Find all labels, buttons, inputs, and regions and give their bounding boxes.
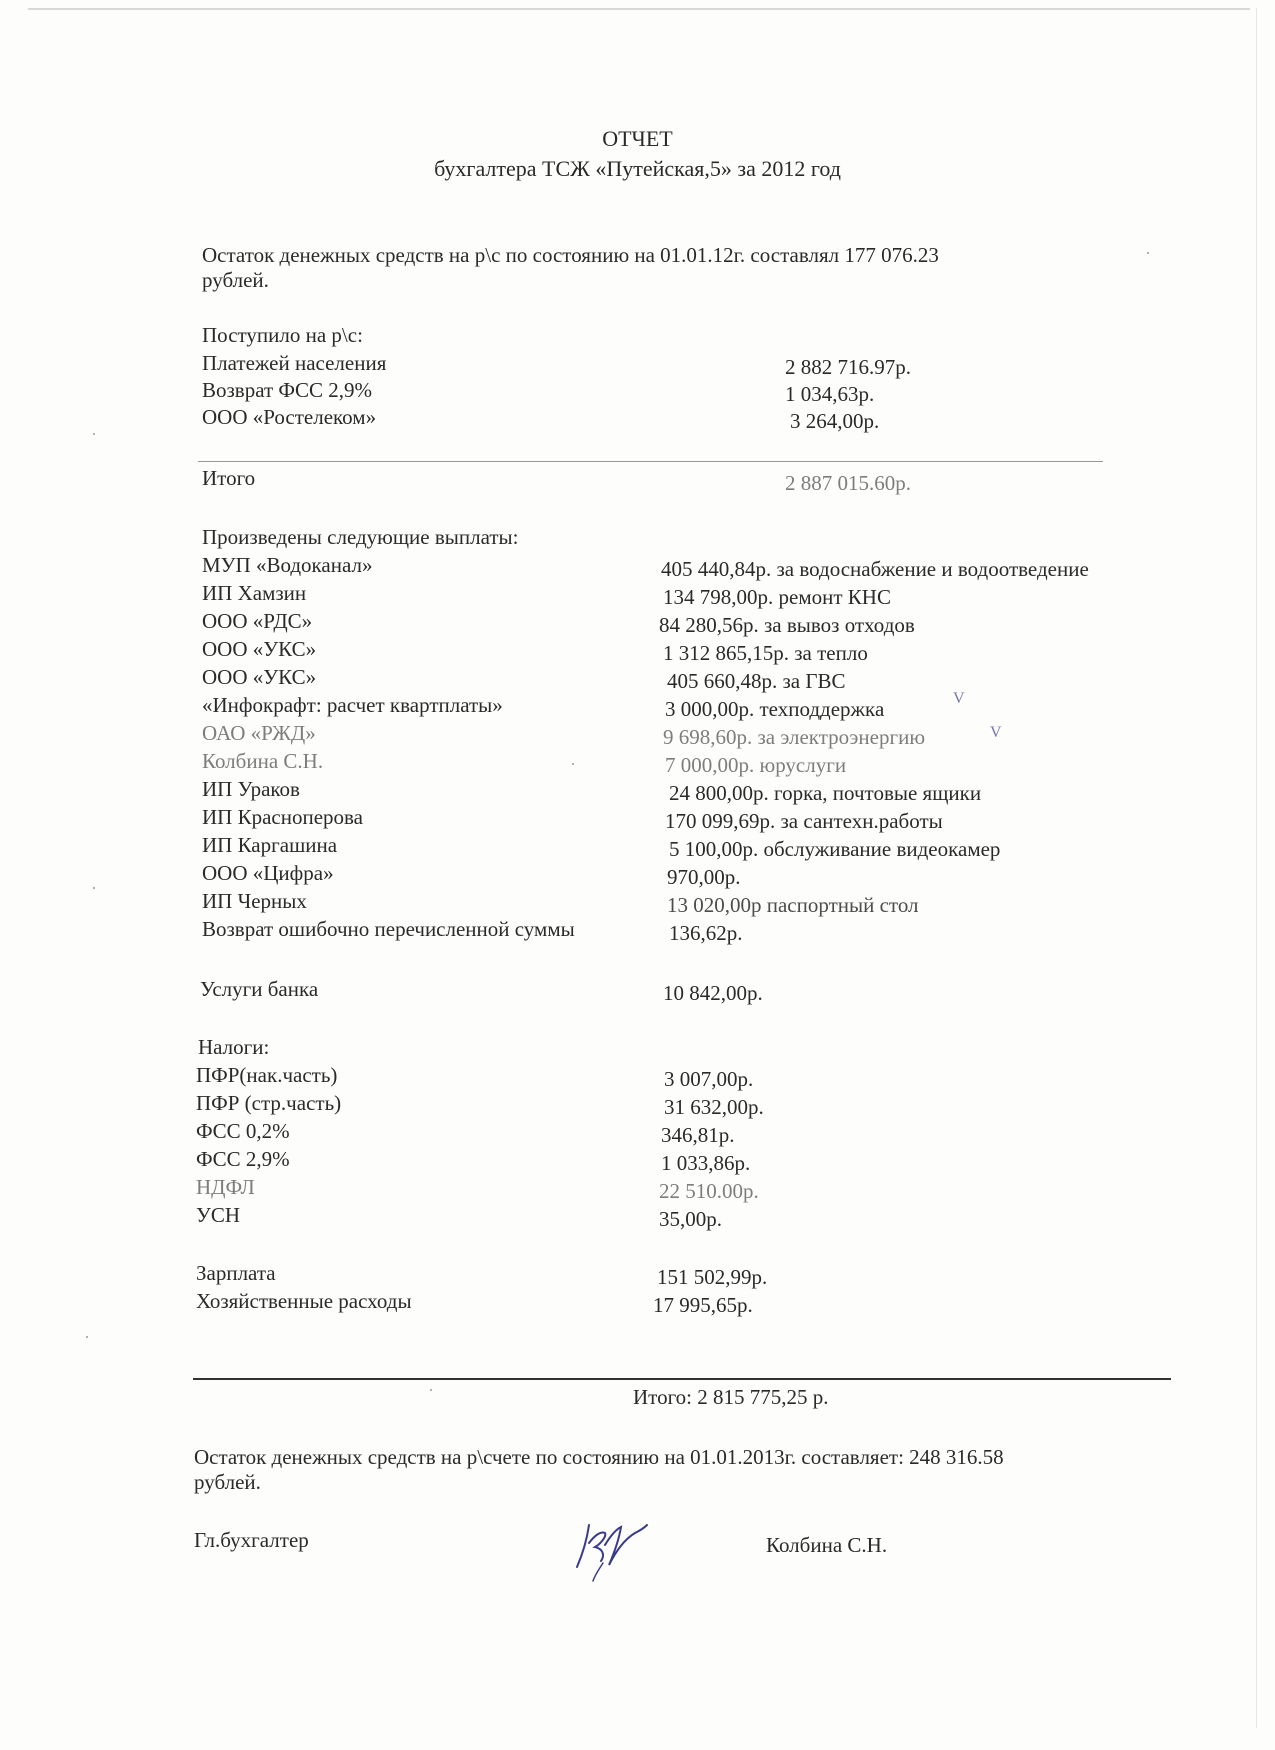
tax-amount: 1 033,86р. (661, 1151, 751, 1175)
scan-speck (86, 1336, 88, 1338)
closing-balance-line2: рублей. (194, 1470, 261, 1494)
payment-amount: 84 280,56р. за вывоз отходов (659, 613, 915, 637)
payment-label: «Инфокрафт: расчет квартплаты» (202, 693, 503, 717)
payment-amount: 24 800,00р. горка, почтовые ящики (669, 781, 982, 805)
payment-label: ООО «РДС» (202, 609, 313, 633)
tax-label: ФСС 2,9% (196, 1147, 290, 1171)
payment-label: ООО «УКС» (202, 665, 317, 689)
payment-label: ОАО «РЖД» (202, 721, 316, 745)
payment-amount: 5 100,00р. обслуживание видеокамер (669, 837, 1001, 861)
payment-amount: 970,00р. (667, 865, 741, 889)
scan-edge-top (28, 8, 1250, 10)
bank-amount: 10 842,00р. (663, 981, 763, 1005)
report-title: ОТЧЕТ (602, 126, 673, 151)
income-divider (198, 461, 1103, 462)
check-mark: V (953, 690, 965, 707)
payment-label: ИП Хамзин (202, 581, 307, 605)
income-amount: 1 034,63р. (785, 382, 875, 406)
scan-edge-right (1256, 8, 1257, 1728)
payment-amount: 13 020,00р паспортный стол (667, 893, 919, 917)
check-mark: V (990, 724, 1002, 741)
payment-label: Колбина С.Н. (202, 749, 324, 773)
scan-speck (93, 433, 95, 435)
total-divider (193, 1378, 1171, 1380)
income-label: Платежей населения (202, 351, 387, 375)
income-amount: 2 882 716.97р. (785, 355, 911, 379)
payment-label: ИП Черных (202, 889, 307, 913)
tax-label: ПФР (стр.часть) (196, 1091, 342, 1115)
household-amount: 17 995,65р. (653, 1293, 753, 1317)
income-total-label: Итого (202, 466, 256, 490)
signoff-position: Гл.бухгалтер (194, 1528, 309, 1552)
tax-amount: 3 007,00р. (664, 1067, 754, 1091)
payment-amount: 7 000,00р. юруслуги (665, 753, 847, 777)
bank-label: Услуги банка (200, 977, 319, 1001)
income-amount: 3 264,00р. (790, 409, 880, 433)
tax-label: УСН (196, 1203, 241, 1227)
payment-amount: 136,62р. (669, 921, 743, 945)
taxes-heading: Налоги: (198, 1035, 270, 1059)
handwritten-signature (565, 1505, 675, 1585)
payment-amount: 3 000,00р. техподдержка (665, 697, 885, 721)
tax-label: ФСС 0,2% (196, 1119, 290, 1143)
scan-speck (572, 763, 574, 765)
opening-balance-line1: Остаток денежных средств на р\с по состоянию на 01.01.12г. составлял 177 076.23 (202, 243, 939, 267)
income-label: ООО «Ростелеком» (202, 405, 377, 429)
payment-amount: 405 440,84р. за водоснабжение и водоотведение (661, 557, 1089, 581)
grand-total: Итого: 2 815 775,25 р. (633, 1385, 829, 1409)
payments-heading: Произведены следующие выплаты: (202, 525, 519, 549)
payment-label: МУП «Водоканал» (202, 553, 373, 577)
scan-speck (430, 1389, 432, 1391)
tax-label: НДФЛ (196, 1175, 255, 1199)
tax-label: ПФР(нак.часть) (196, 1063, 338, 1087)
report-subtitle: бухгалтера ТСЖ «Путейская,5» за 2012 год (434, 156, 841, 181)
income-label: Возврат ФСС 2,9% (202, 378, 373, 402)
payment-amount: 134 798,00р. ремонт КНС (663, 585, 891, 609)
payment-amount: 1 312 865,15р. за тепло (663, 641, 868, 665)
payment-amount: 9 698,60р. за электроэнергию (663, 725, 926, 749)
tax-amount: 35,00р. (659, 1207, 722, 1231)
tax-amount: 346,81р. (661, 1123, 735, 1147)
household-label: Хозяйственные расходы (196, 1289, 412, 1313)
opening-balance-line2: рублей. (202, 268, 269, 292)
payment-amount: 405 660,48р. за ГВС (667, 669, 846, 693)
payment-label: ООО «Цифра» (202, 861, 334, 885)
income-heading: Поступило на р\с: (202, 323, 363, 347)
tax-amount: 22 510.00р. (659, 1179, 759, 1203)
payment-amount: 170 099,69р. за сантехн.работы (665, 809, 943, 833)
scan-speck (93, 887, 95, 889)
tax-amount: 31 632,00р. (664, 1095, 764, 1119)
income-total-amount: 2 887 015.60р. (785, 471, 911, 495)
scan-speck (1147, 252, 1149, 254)
payment-label: ООО «УКС» (202, 637, 317, 661)
salary-label: Зарплата (196, 1261, 276, 1285)
payment-label: ИП Каргашина (202, 833, 338, 857)
signoff-name: Колбина С.Н. (766, 1533, 888, 1557)
payment-label: ИП Красноперова (202, 805, 363, 829)
salary-amount: 151 502,99р. (657, 1265, 768, 1289)
payment-label: Возврат ошибочно перечисленной суммы (202, 917, 575, 941)
payment-label: ИП Ураков (202, 777, 300, 801)
closing-balance-line1: Остаток денежных средств на р\счете по состоянию на 01.01.2013г. составляет: 248 316.58 (194, 1445, 1004, 1469)
